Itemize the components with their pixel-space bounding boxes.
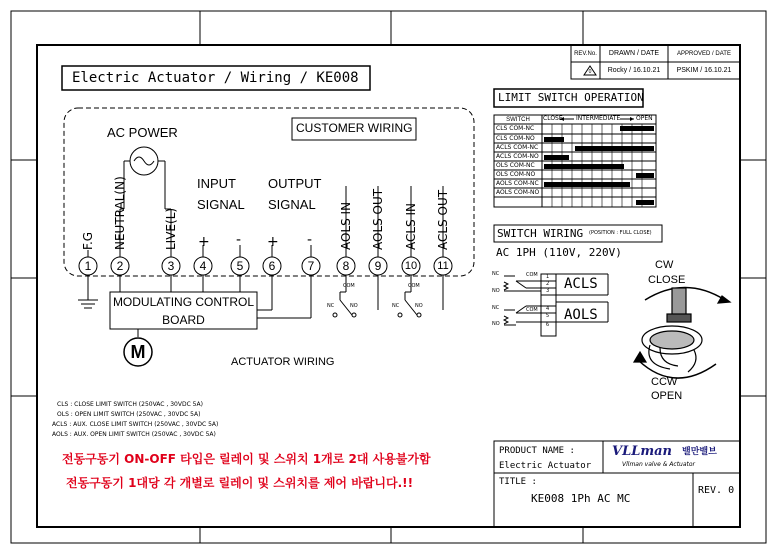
terminal-label-neutral: NEUTRAL(N) bbox=[113, 176, 127, 250]
sw-pin: 1 bbox=[546, 274, 550, 280]
limit-row-label: OLS COM-NC bbox=[496, 162, 535, 169]
terminal-label-fg: F.G bbox=[81, 231, 95, 250]
sw-pin: 3 bbox=[546, 288, 550, 294]
limit-row-label: AOLS COM-NC bbox=[496, 180, 539, 187]
rev-triangle-number: 0 bbox=[588, 69, 592, 75]
legend-line: AOLS : AUX. OPEN LIMIT SWITCH (250VAC , 30VDC 5A) bbox=[52, 431, 216, 438]
terminal-label-output-plus: + bbox=[267, 234, 279, 250]
legend-line: OLS : OPEN LIMIT SWITCH (250VAC , 30VDC 5A) bbox=[57, 411, 201, 418]
product-name-label: PRODUCT NAME : bbox=[499, 446, 575, 456]
acls-no-label: NO bbox=[415, 303, 423, 309]
brand-logo: VLLman bbox=[612, 444, 672, 459]
terminal-label-live: LIVE(L) bbox=[164, 207, 178, 250]
sw-com-label: COM bbox=[526, 272, 538, 278]
legend-line: CLS : CLOSE LIMIT SWITCH (250VAC , 30VDC 5A) bbox=[57, 401, 203, 408]
terminal-9: 9 bbox=[374, 259, 382, 273]
rev-no-header: REV.No. bbox=[574, 50, 597, 57]
limit-col-open: OPEN bbox=[636, 115, 653, 122]
rotation-open: OPEN bbox=[651, 390, 683, 402]
sw-no-label: NO bbox=[492, 288, 500, 294]
terminal-label-input-minus: - bbox=[236, 232, 242, 248]
sw-pin: 4 bbox=[546, 306, 550, 312]
terminal-7: 7 bbox=[307, 259, 315, 273]
actuator-wiring-label: ACTUATOR WIRING bbox=[231, 356, 335, 368]
switch-wiring-aols: AOLS bbox=[564, 307, 598, 323]
control-board-line2: BOARD bbox=[162, 313, 205, 327]
ac-power-label: AC POWER bbox=[107, 125, 178, 140]
rotation-cw: CW bbox=[655, 259, 674, 271]
acls-com-label: COM bbox=[408, 283, 420, 289]
limit-row-label: CLS COM-NO bbox=[496, 135, 535, 142]
limit-col-intermediate: INTERMEDIATE bbox=[576, 115, 621, 122]
terminal-5: 5 bbox=[236, 259, 244, 273]
drawn-date-value: Rocky / 16.10.21 bbox=[607, 67, 661, 74]
rev-label: REV. 0 bbox=[698, 485, 735, 496]
output-signal-line1: OUTPUT bbox=[268, 176, 322, 191]
legend-line: ACLS : AUX. CLOSE LIMIT SWITCH (250VAC , 30VDC 5A) bbox=[52, 421, 219, 428]
sw-nc-label: NC bbox=[492, 305, 500, 311]
customer-wiring-label: CUSTOMER WIRING bbox=[296, 121, 413, 135]
title-value: KE008 1Ph AC MC bbox=[531, 492, 631, 505]
input-signal-line2: SIGNAL bbox=[197, 197, 245, 212]
product-name-value: Electric Actuator bbox=[499, 461, 592, 471]
terminal-label-output-minus: - bbox=[307, 232, 313, 248]
terminal-6: 6 bbox=[268, 259, 276, 273]
limit-row-label: AOLS COM-NO bbox=[496, 189, 540, 196]
drawing-title: Electric Actuator / Wiring / KE008 bbox=[72, 70, 359, 86]
limit-col-close: CLOSE bbox=[543, 115, 563, 122]
sw-pin: 5 bbox=[546, 313, 550, 319]
terminal-label-aols-out: AOLS OUT bbox=[371, 188, 385, 250]
acls-nc-label: NC bbox=[392, 303, 400, 309]
brand-subtitle: Vllman valve & Actuator bbox=[622, 461, 696, 468]
terminal-4: 4 bbox=[199, 259, 207, 273]
title-label: TITLE : bbox=[499, 477, 537, 487]
terminal-8: 8 bbox=[342, 259, 350, 273]
terminal-label-acls-in: ACLS IN bbox=[404, 202, 418, 250]
aols-no-label: NO bbox=[350, 303, 358, 309]
terminal-label-aols-in: AOLS IN bbox=[339, 201, 353, 250]
aols-com-label: COM bbox=[343, 283, 355, 289]
switch-wiring-supply: AC 1PH (110V, 220V) bbox=[496, 246, 622, 259]
motor-symbol: M bbox=[130, 341, 146, 362]
sw-no-label: NO bbox=[492, 321, 500, 327]
switch-wiring-title: SWITCH WIRING bbox=[497, 227, 584, 240]
limit-row-label: ACLS COM-NO bbox=[496, 153, 539, 160]
terminal-10: 10 bbox=[404, 260, 418, 272]
terminal-1: 1 bbox=[84, 259, 92, 273]
terminal-label-acls-out: ACLS OUT bbox=[436, 189, 450, 250]
control-board-line1: MODULATING CONTROL bbox=[112, 295, 255, 309]
sw-com-label: COM bbox=[526, 307, 538, 313]
rotation-close: CLOSE bbox=[648, 274, 686, 286]
brand-korean: 밸만밸브 bbox=[682, 447, 717, 457]
limit-col-switch: SWITCH bbox=[506, 116, 530, 123]
limit-switch-title: LIMIT SWITCH OPERATION bbox=[498, 91, 644, 104]
warning-line2: 전동구동기 1대당 각 개별로 릴레이 및 스위치를 제어 바랍니다.!! bbox=[66, 476, 414, 490]
aols-nc-label: NC bbox=[327, 303, 335, 309]
limit-row-label: OLS COM-NO bbox=[496, 171, 536, 178]
output-signal-line2: SIGNAL bbox=[268, 197, 316, 212]
rotation-ccw: CCW bbox=[651, 376, 678, 388]
terminal-11: 11 bbox=[437, 260, 449, 272]
approved-date-value: PSKIM / 16.10.21 bbox=[676, 67, 732, 74]
sw-pin: 6 bbox=[546, 322, 550, 328]
warning-line1: 전동구동기 ON-OFF 타입은 릴레이 및 스위치 1개로 2대 사용불가함 bbox=[62, 452, 431, 466]
limit-row-label: ACLS COM-NC bbox=[496, 144, 539, 151]
approved-date-header: APPROVED / DATE bbox=[677, 50, 731, 57]
sw-nc-label: NC bbox=[492, 271, 500, 277]
terminal-2: 2 bbox=[116, 259, 124, 273]
terminal-3: 3 bbox=[167, 259, 175, 273]
sw-pin: 2 bbox=[546, 281, 550, 287]
switch-wiring-acls: ACLS bbox=[564, 276, 598, 292]
terminal-label-input-plus: + bbox=[198, 234, 210, 250]
drawn-date-header: DRAWN / DATE bbox=[608, 50, 660, 57]
input-signal-line1: INPUT bbox=[197, 176, 236, 191]
switch-wiring-note: (POSITION : FULL CLOSE) bbox=[589, 230, 652, 236]
limit-row-label: CLS COM-NC bbox=[496, 125, 535, 132]
